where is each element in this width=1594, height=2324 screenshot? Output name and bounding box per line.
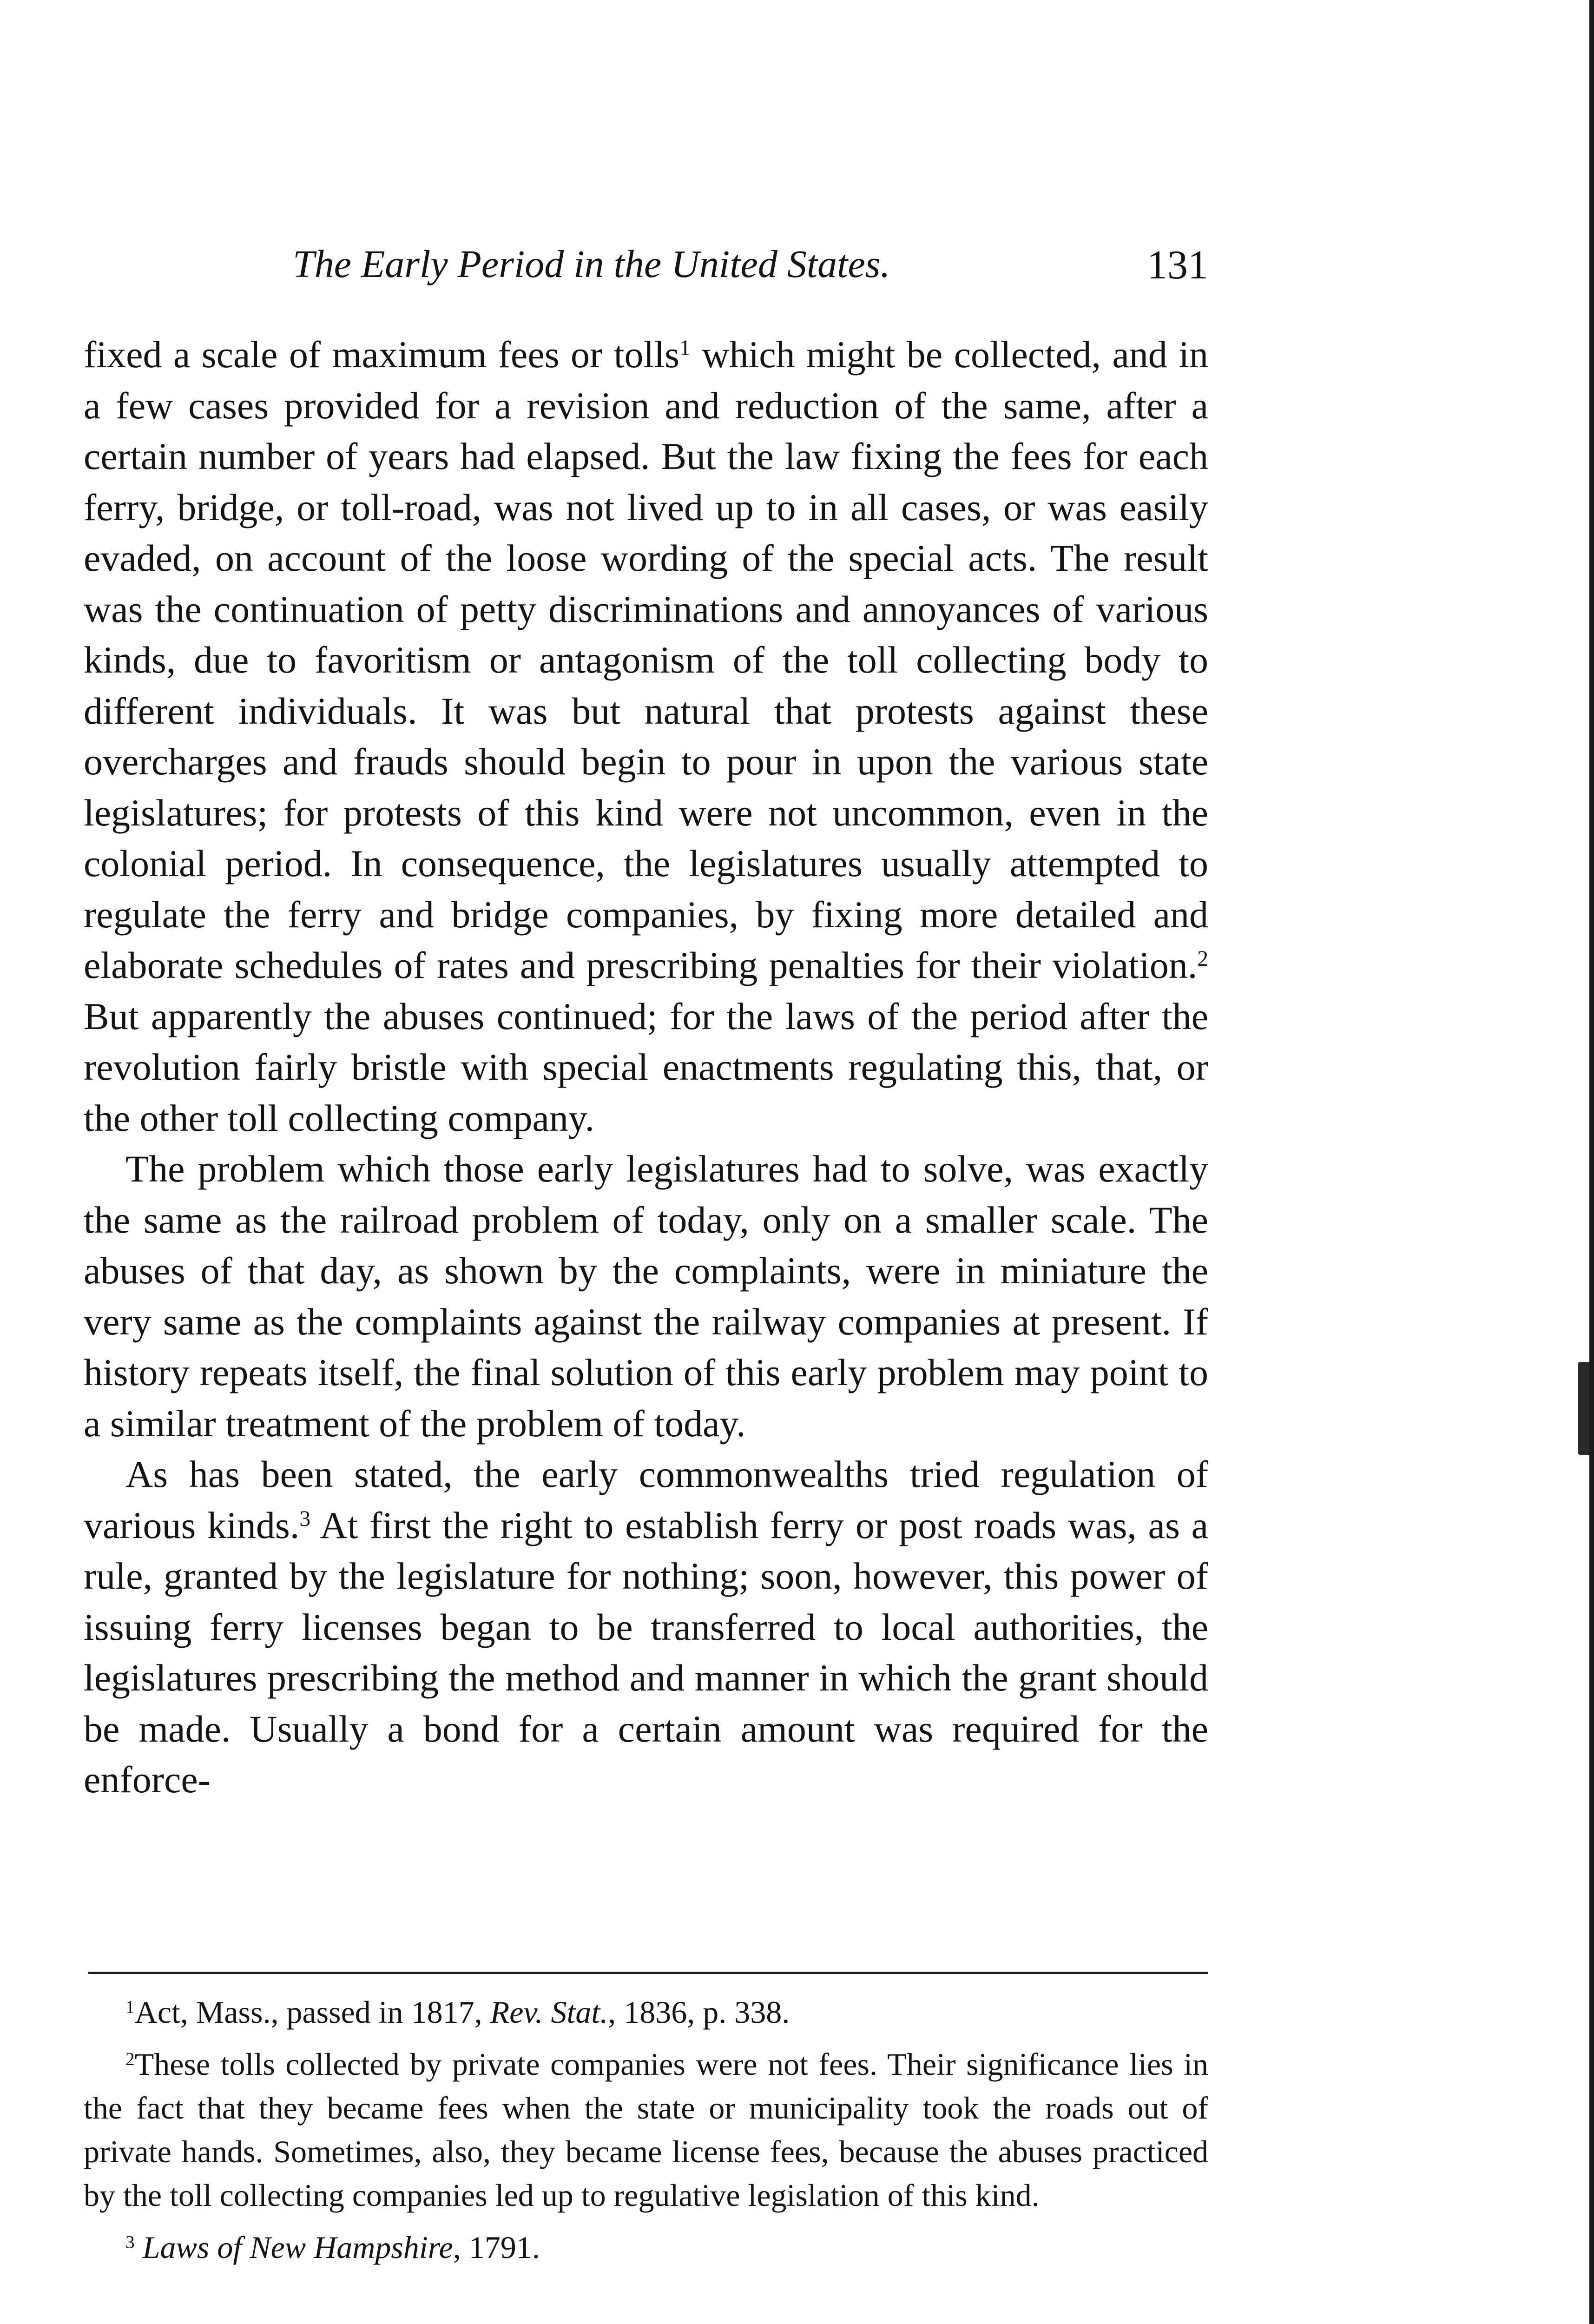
text-run — [135, 2230, 143, 2265]
text-run: At first the right to establish ferry or post roads was, as a rule, granted by the legislature for nothing; soon, however, this power of issuing ferry licenses began to be transferred to local authorities, the legislatures prescribing the method and manner in which the grant should be made. Usually a bond for a certain amount was required for the enforce- — [84, 1504, 1209, 1801]
footnote-2 — [84, 2042, 1208, 2217]
running-title: The Early Period in the United States. — [293, 243, 890, 286]
footnote-1 — [84, 1990, 1208, 2034]
paragraph-2 — [84, 1143, 1208, 1449]
footnote-marker: 1 — [679, 336, 691, 360]
page-edge-mark — [1578, 1362, 1589, 1455]
footnote-marker: 2 — [125, 2048, 135, 2069]
footnote-3 — [84, 2225, 1208, 2269]
text-run: As has been stated, the early commonwealths tried regulation of various kinds. — [84, 1453, 1208, 1546]
text-run: fixed a scale of maximum fees or tolls — [84, 333, 680, 376]
main-text — [84, 329, 1208, 1805]
paragraph-1 — [84, 329, 1208, 1143]
footnote-separator-rule — [88, 1972, 1208, 1974]
text-run: Act, Mass., passed in 1817, — [134, 1994, 490, 2030]
text-run: These tolls collected by private companies were not fees. Their significance lies in the fact that they became fees when the state or municipality took the roads out of private hands. Sometimes, also, they became license fees, because the abuses practiced by the toll collecting companies led up to regulative legislation of this kind. — [84, 2047, 1208, 2213]
text-run: But apparently the abuses continued; for the laws of the period after the revolution fairly bristle with special enactments regulating this, that, or the other toll collecting company. — [84, 995, 1208, 1139]
italic-citation: Laws of New Hampshire — [142, 2230, 453, 2265]
footnote-marker: 3 — [125, 2232, 135, 2252]
footnotes — [84, 1990, 1208, 2269]
text-run: , 1836, p. 338. — [608, 1994, 790, 2030]
footnote-marker: 2 — [1197, 946, 1208, 971]
footnote-marker: 1 — [125, 1996, 135, 2017]
page-edge-shadow — [1589, 0, 1594, 2324]
text-run: The problem which those early legislatures had to solve, was exactly the same as the railroad problem of today, only on a smaller scale. The abuses of that day, as shown by the complaints, were in miniature the very same as the complaints against the railway companies at present. If history repeats itself, the final solution of this early problem may point to a similar treatment of the problem of today. — [84, 1148, 1208, 1445]
footnote-marker: 3 — [299, 1506, 311, 1531]
running-header — [84, 242, 1208, 297]
paragraph-3 — [84, 1449, 1208, 1805]
text-run: which might be collected, and in a few cases provided for a revision and reduction of the same, after a certain number of years had elapsed. But the law fixing the fees for each ferry, bridge, or toll-road, was not lived up to in all cases, or was easily evaded, on account of the loose wording of the special acts. The result was the continuation of petty discriminations and annoyances of various kinds, due to favoritism or antagonism of the toll collecting body to different individuals. It was but natural that protests against these overcharges and frauds should begin to pour in upon the various state legislatures; for protests of this kind were not uncommon, even in the colonial period. In consequence, the legislatures usually attempted to regulate the ferry and bridge companies, by fixing more detailed and elaborate schedules of rates and prescribing penalties for their violation. — [84, 333, 1209, 986]
text-run: , 1791. — [453, 2230, 540, 2265]
page-number: 131 — [1147, 243, 1208, 288]
italic-citation: Rev. Stat. — [490, 1994, 608, 2030]
